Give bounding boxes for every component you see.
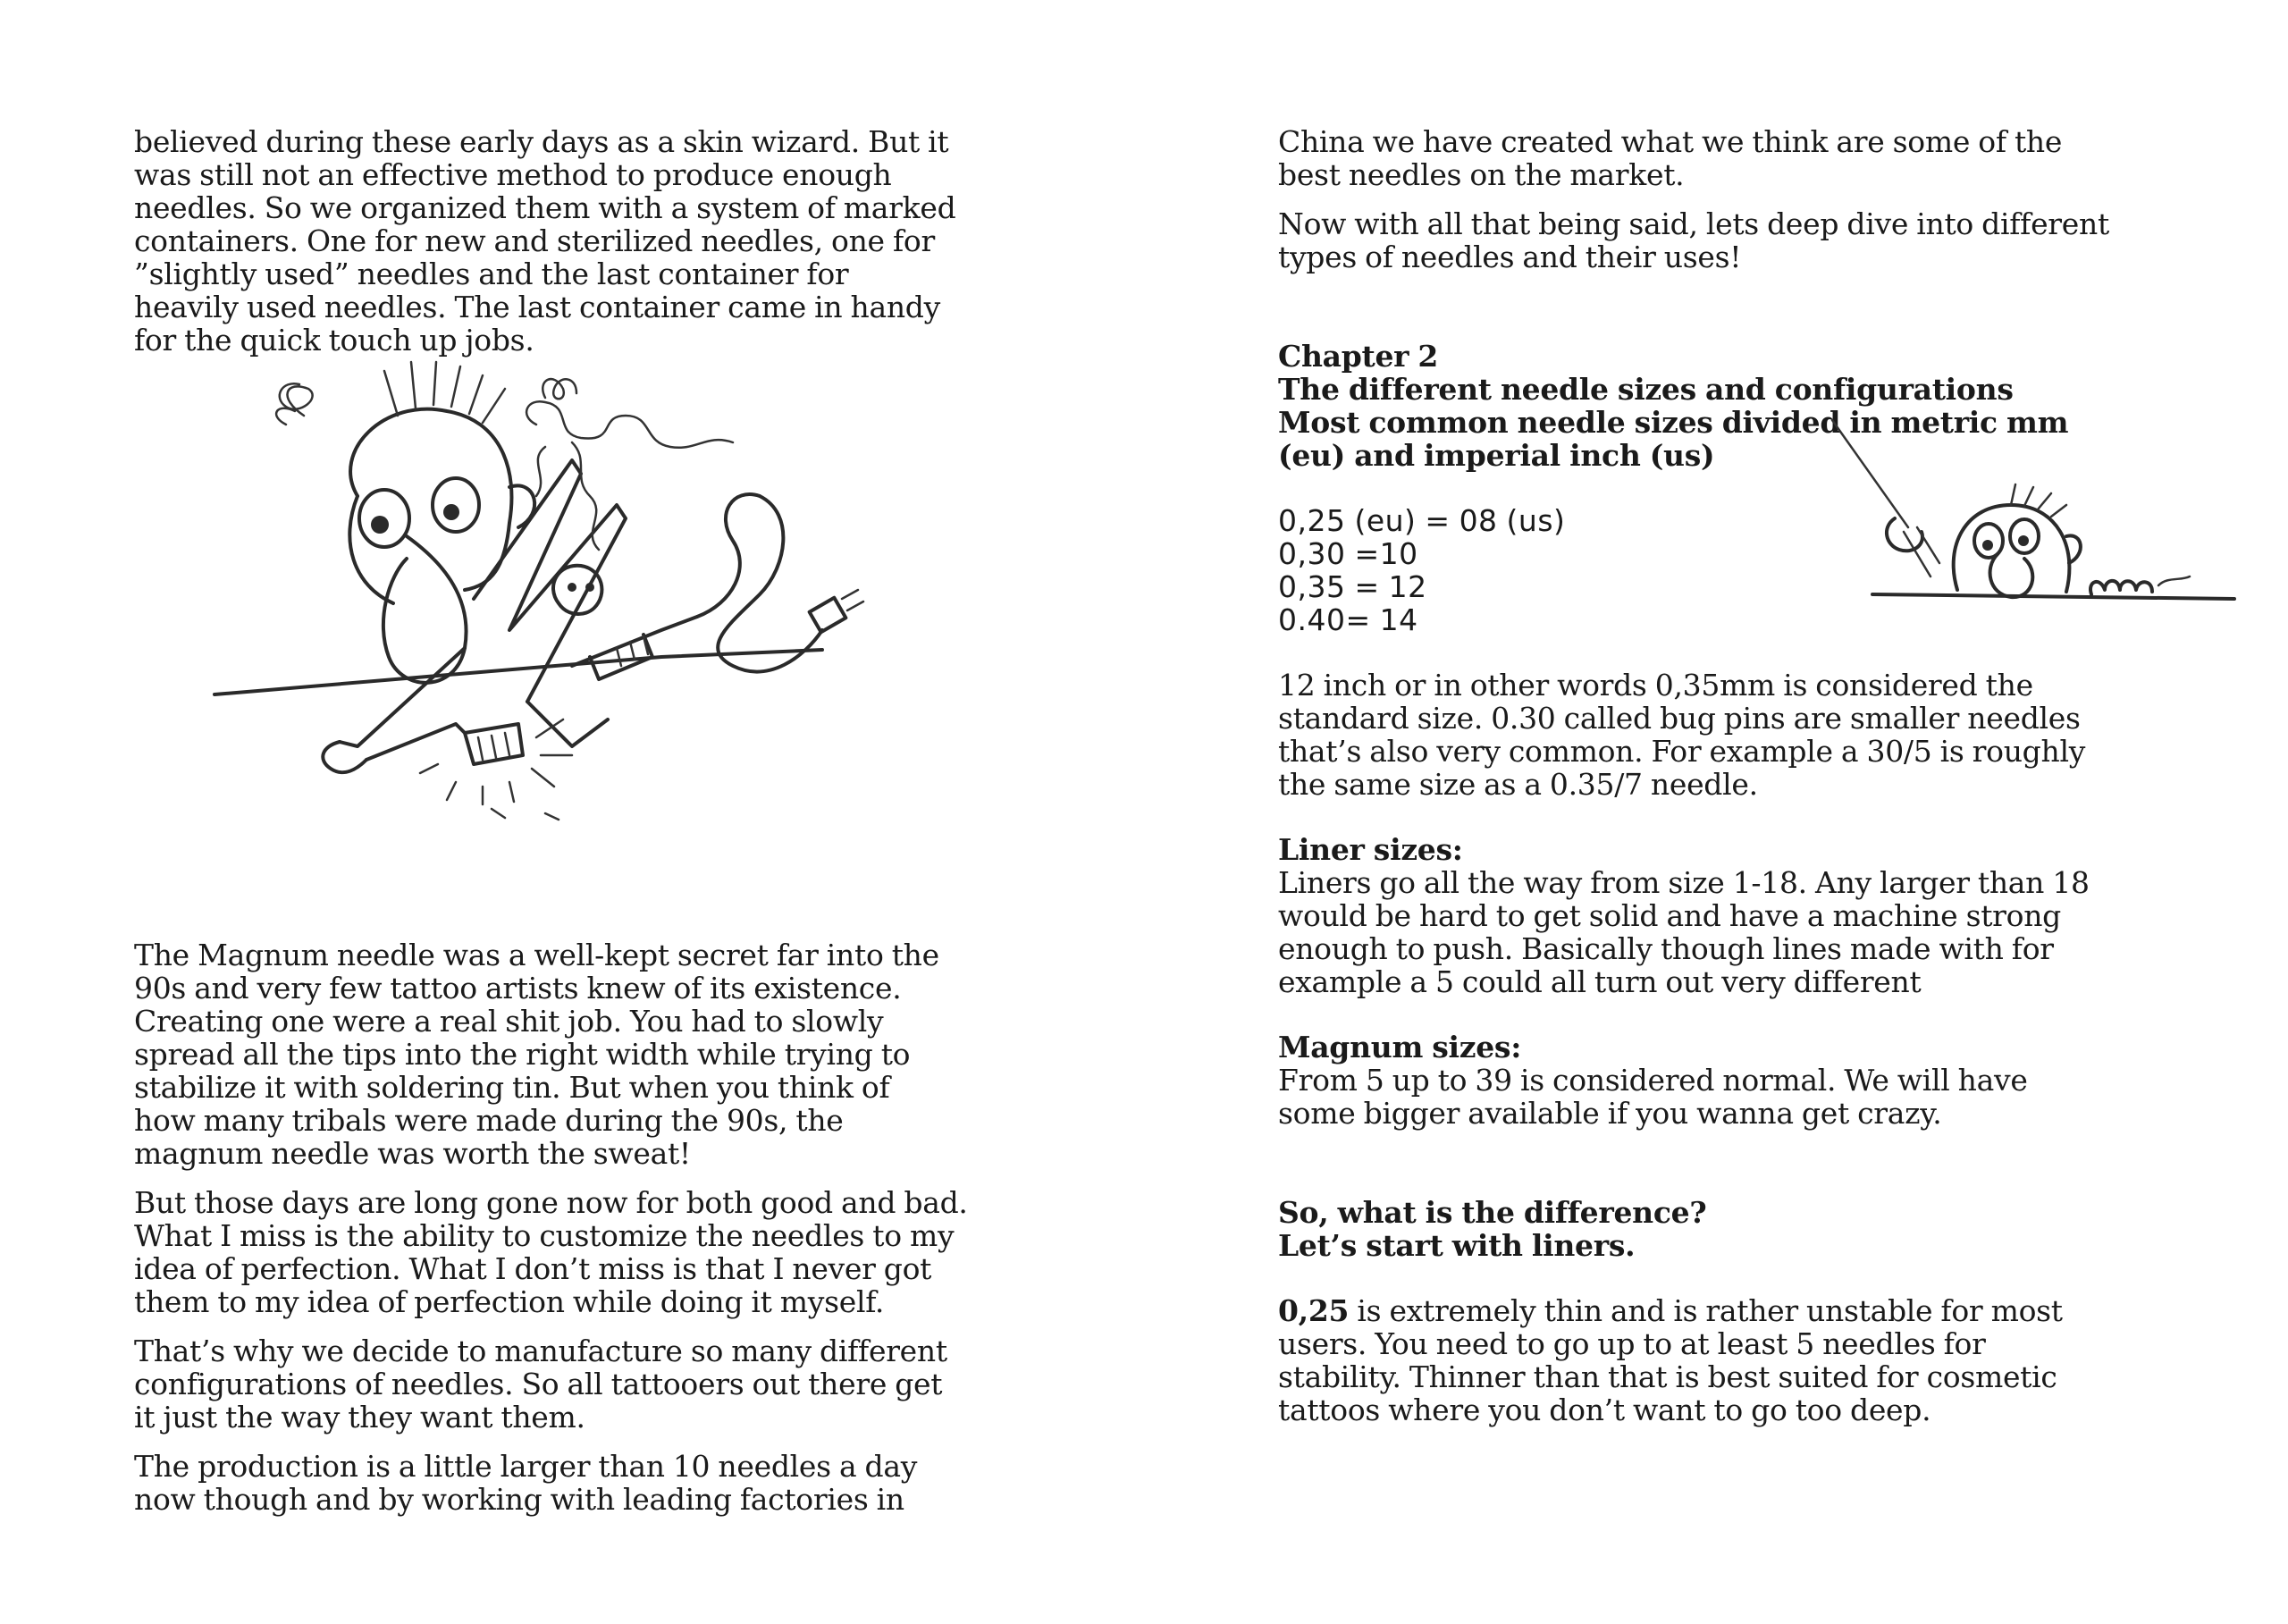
text-line: enough to push. Basically though lines made with for [1278,931,2054,966]
size-025-text: is extremely thin and is rather unstable for most [1349,1293,2063,1328]
text-line: From 5 up to 39 is considered normal. We will have [1278,1063,2028,1098]
right-column [1278,125,2172,1426]
right-page [1144,0,2288,1624]
text-line: how many tribals were made during the 90s, the [134,1103,844,1138]
size-entry: 0,30 =10 [1278,536,1418,571]
chapter-subtitle: The different needle sizes and configurations [1278,372,2014,407]
text-line: Liners go all the way from size 1-18. Any larger than 18 [1278,865,2090,900]
text-line: idea of perfection. What I don’t miss is that I never got [134,1251,932,1286]
text-line: the same size as a 0.35/7 needle. [1278,767,1758,802]
text-line: now though and by working with leading factories in [134,1482,904,1517]
size-entry: 0,35 = 12 [1278,569,1427,604]
text-line: best needles on the market. [1278,157,1685,192]
text-line: stability. Thinner than that is best suited for cosmetic [1278,1359,2057,1394]
magnum-sizes-heading: Magnum sizes: [1278,1030,1522,1064]
text-line: 90s and very few tattoo artists knew of its existence. [134,971,902,1006]
text-line: configurations of needles. So all tattooers out there get [134,1367,943,1401]
size-025-label: 0,25 [1278,1293,1350,1328]
text-line: standard size. 0.30 called bug pins are smaller needles [1278,701,2081,736]
text-line: But those days are long gone now for both good and bad. [134,1185,968,1220]
liner-sizes-heading: Liner sizes: [1278,832,1463,867]
chapter-title: Chapter 2 [1278,339,1439,374]
text-line: ”slightly used” needles and the last container for [134,257,849,291]
text-line: 12 inch or in other words 0,35mm is considered the [1278,668,2033,703]
section-magnum-sizes [1278,1031,2172,1130]
text-line: spread all the tips into the right width while trying to [134,1037,911,1072]
paragraph-china [1278,125,2172,191]
text-line: believed during these early days as a skin wizard. But it [134,124,949,159]
left-column-lower [134,938,1028,1516]
section-heading: Let’s start with liners. [1278,1228,1636,1263]
text-line: magnum needle was worth the sweat! [134,1136,691,1171]
text-line: heavily used needles. The last container came in handy [134,290,940,324]
text-line: was still not an effective method to produce enough [134,157,892,192]
paragraph-magnum-secret [134,938,1028,1170]
paragraph-long-gone [134,1186,1028,1318]
text-line: needles. So we organized them with a system of marked [134,190,956,225]
section-heading: So, what is the difference? [1278,1195,1707,1230]
text-line: example a 5 could all turn out very different [1278,964,1922,999]
text-line: for the quick touch up jobs. [134,323,534,358]
text-line: China we have created what we think are some of the [1278,124,2063,159]
text-line: types of needles and their uses! [1278,240,1742,274]
difference-heading [1278,1196,2172,1262]
chapter-subtitle: (eu) and imperial inch (us) [1278,438,1715,473]
section-liner-sizes [1278,833,2172,998]
paragraph-production [134,1450,1028,1516]
text-line: stabilize it with soldering tin. But when you think of [134,1070,890,1105]
left-column [134,125,1028,357]
size-entry: 0.40= 14 [1278,602,1418,637]
text-line: it just the way they want them. [134,1400,585,1435]
text-line: containers. One for new and sterilized needles, one for [134,223,935,258]
chapter-subtitle: Most common needle sizes divided in metric mm [1278,405,2069,440]
text-line [1278,1294,2172,1327]
text-line: That’s why we decide to manufacture so many different [134,1334,947,1368]
paragraph-wizard [134,125,1028,357]
peeking-character-illustration [1832,420,2243,644]
text-line: Now with all that being said, lets deep dive into different [1278,206,2109,241]
paragraph-manufacture [134,1334,1028,1434]
text-line: would be hard to get solid and have a machine strong [1278,898,2061,933]
paragraph-size-025 [1278,1294,2172,1426]
text-line: them to my idea of perfection while doing it myself. [134,1284,885,1319]
paragraph-standard-size [1278,669,2172,801]
text-line: Creating one were a real shit job. You had to slowly [134,1004,884,1039]
text-line: The production is a little larger than 10 needles a day [134,1449,918,1484]
paragraph-deep-dive [1278,207,2172,273]
size-entry: 0,25 (eu) = 08 (us) [1278,503,1566,538]
soldering-cartoon-illustration [197,362,983,916]
text-line: that’s also very common. For example a 30/5 is roughly [1278,734,2086,769]
text-line: The Magnum needle was a well-kept secret far into the [134,938,939,972]
text-line: users. You need to go up to at least 5 needles for [1278,1326,1986,1361]
text-line: What I miss is the ability to customize the needles to my [134,1218,955,1253]
text-line: tattoos where you don’t want to go too deep. [1278,1393,1931,1427]
text-line: some bigger available if you wanna get crazy. [1278,1096,1942,1131]
